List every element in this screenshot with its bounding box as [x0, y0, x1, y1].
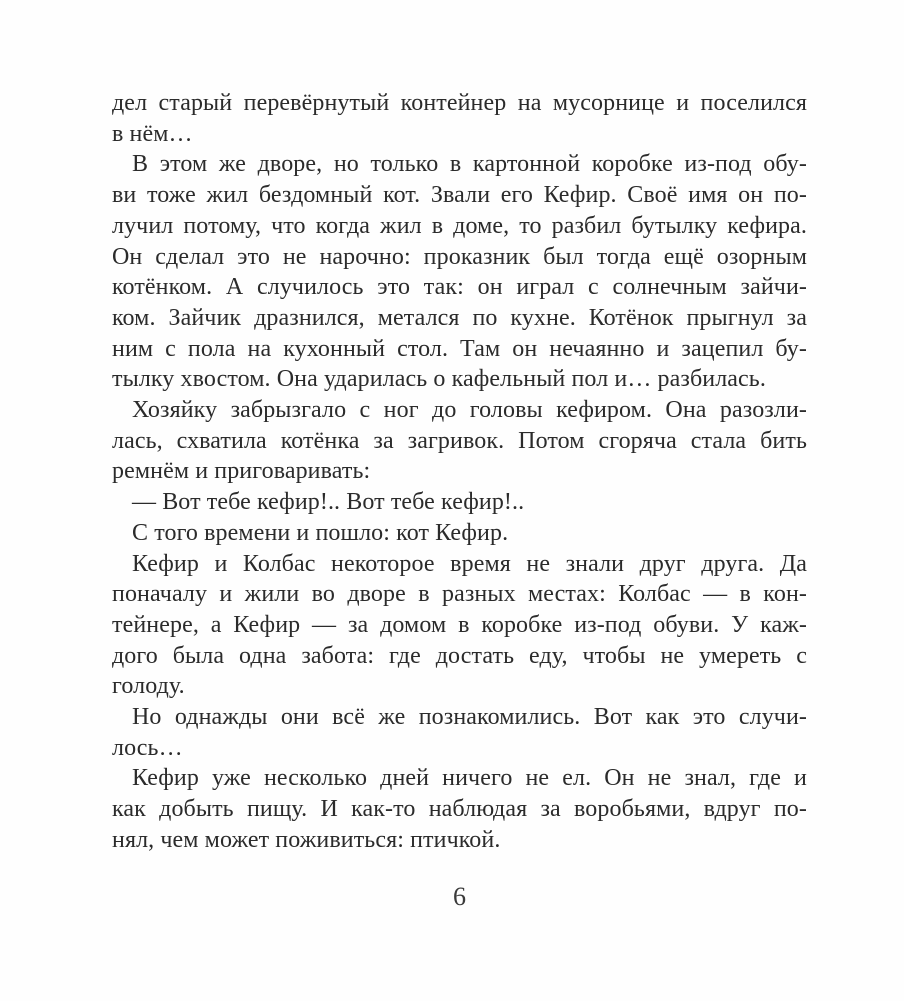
- text-line: тейнере, а Кефир — за домом в коробке из-под обуви. У каж-: [112, 611, 807, 638]
- text-line: Хозяйку забрызгало с ног до головы кефиром. Она разозли-: [132, 397, 807, 424]
- text-line: В этом же дворе, но только в картонной коробке из-под обу-: [132, 151, 807, 178]
- text-line: Кефир и Колбас некоторое время не знали друг друга. Да: [132, 550, 807, 577]
- text-line: дого была одна забота: где достать еду, чтобы не умереть с: [112, 642, 807, 669]
- text-line: поначалу и жили во дворе в разных местах: Колбас — в кон-: [112, 581, 807, 608]
- text-line: лучил потому, что когда жил в доме, то разбил бутылку кефира.: [112, 212, 807, 239]
- text-line: ком. Зайчик дразнился, метался по кухне. Котёнок прыгнул за: [112, 304, 807, 331]
- text-line: котёнком. А случилось это так: он играл с солнечным зайчи-: [112, 274, 807, 301]
- text-line: ви тоже жил бездомный кот. Звали его Кефир. Своё имя он по-: [112, 182, 807, 209]
- text-line: голоду.: [112, 673, 185, 700]
- text-line: — Вот тебе кефир!.. Вот тебе кефир!..: [132, 489, 525, 516]
- text-line: лось…: [112, 734, 183, 761]
- text-line: как добыть пищу. И как-то наблюдая за воробьями, вдруг по-: [112, 796, 807, 823]
- text-line: Но однажды они всё же познакомились. Вот как это случи-: [132, 704, 807, 731]
- text-line: Он сделал это не нарочно: проказник был тогда ещё озорным: [112, 243, 807, 270]
- text-line: ним с пола на кухонный стол. Там он нечаянно и зацепил бу-: [112, 335, 807, 362]
- text-line: ремнём и приговаривать:: [112, 458, 371, 485]
- page-number: 6: [453, 882, 466, 911]
- text-line: Кефир уже несколько дней ничего не ел. Он не знал, где и: [132, 765, 807, 792]
- page-text: [112, 88, 807, 856]
- text-line: тылку хвостом. Она ударилась о кафельный пол и… разбилась.: [112, 366, 766, 393]
- text-line: в нём…: [112, 120, 193, 147]
- text-line: С того времени и пошло: кот Кефир.: [132, 519, 509, 546]
- text-line: нял, чем может поживиться: птичкой.: [112, 826, 501, 853]
- text-line: дел старый перевёрнутый контейнер на мусорнице и поселился: [112, 90, 807, 116]
- text-line: лась, схватила котёнка за загривок. Потом сгоряча стала бить: [112, 427, 807, 454]
